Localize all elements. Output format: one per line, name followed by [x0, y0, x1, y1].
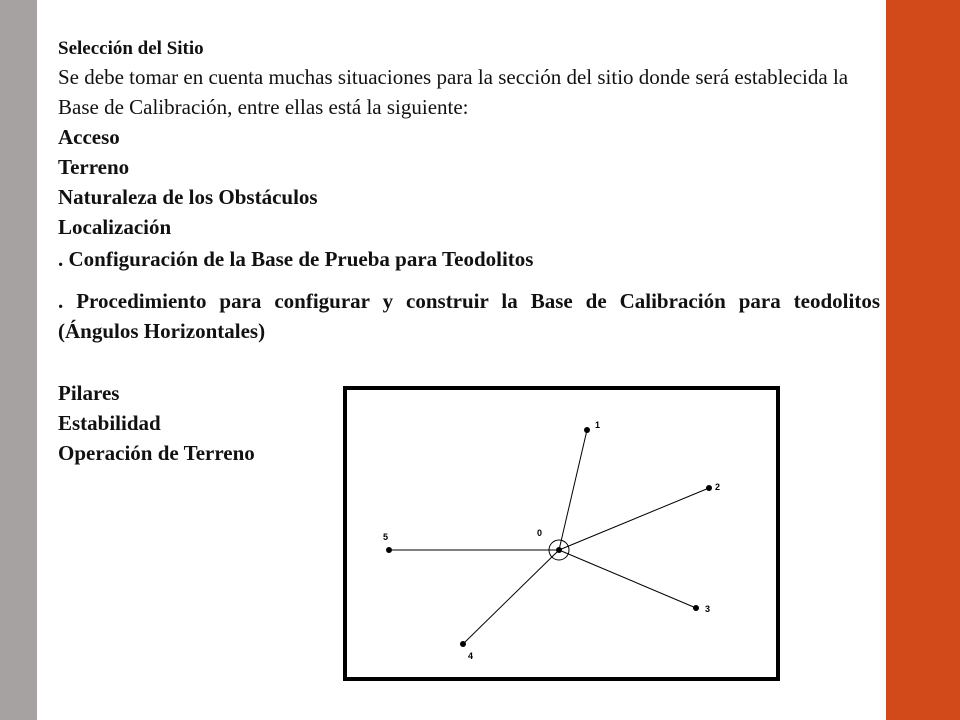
- point-3: [693, 605, 699, 611]
- point-2: [706, 485, 712, 491]
- center-point: [556, 547, 562, 553]
- ray-to-point-3: [559, 550, 696, 608]
- factor-item: Naturaleza de los Obstáculos: [58, 185, 318, 209]
- section-procedure-heading: . Procedimiento para configurar y construir la Base de Calibración para teodolitos (Ángulos Horizontales): [58, 289, 880, 343]
- point-label-5: 5: [383, 532, 389, 542]
- point-label-4: 4: [468, 651, 474, 661]
- center-label: 0: [537, 528, 543, 538]
- point-label-3: 3: [705, 604, 711, 614]
- ray-to-point-4: [463, 550, 559, 644]
- factor-item: Terreno: [58, 155, 130, 179]
- diagram-canvas: [347, 390, 776, 677]
- factor-item: Localización: [58, 215, 172, 239]
- ray-to-point-1: [559, 430, 587, 550]
- section-config-heading: . Configuración de la Base de Prueba para Teodolitos: [58, 247, 534, 271]
- slide-title: Selección del Sitio: [58, 38, 204, 59]
- point-1: [584, 427, 590, 433]
- factor-item: Acceso: [58, 125, 120, 149]
- point-label-2: 2: [715, 482, 721, 492]
- right-accent-bar: [886, 0, 960, 720]
- list-item-estabilidad: Estabilidad: [58, 411, 161, 435]
- point-5: [386, 547, 392, 553]
- point-4: [460, 641, 466, 647]
- point-label-1: 1: [595, 420, 601, 430]
- left-accent-bar: [0, 0, 37, 720]
- intro-text: Se debe tomar en cuenta muchas situaciones para la sección del sitio donde será establecida la Base de Calibración, entre ellas está la siguiente:: [58, 65, 849, 119]
- ray-to-point-2: [559, 488, 709, 550]
- calibration-base-diagram: [343, 386, 780, 681]
- list-item-operacion: Operación de Terreno: [58, 441, 255, 465]
- list-item-pilares: Pilares: [58, 381, 120, 405]
